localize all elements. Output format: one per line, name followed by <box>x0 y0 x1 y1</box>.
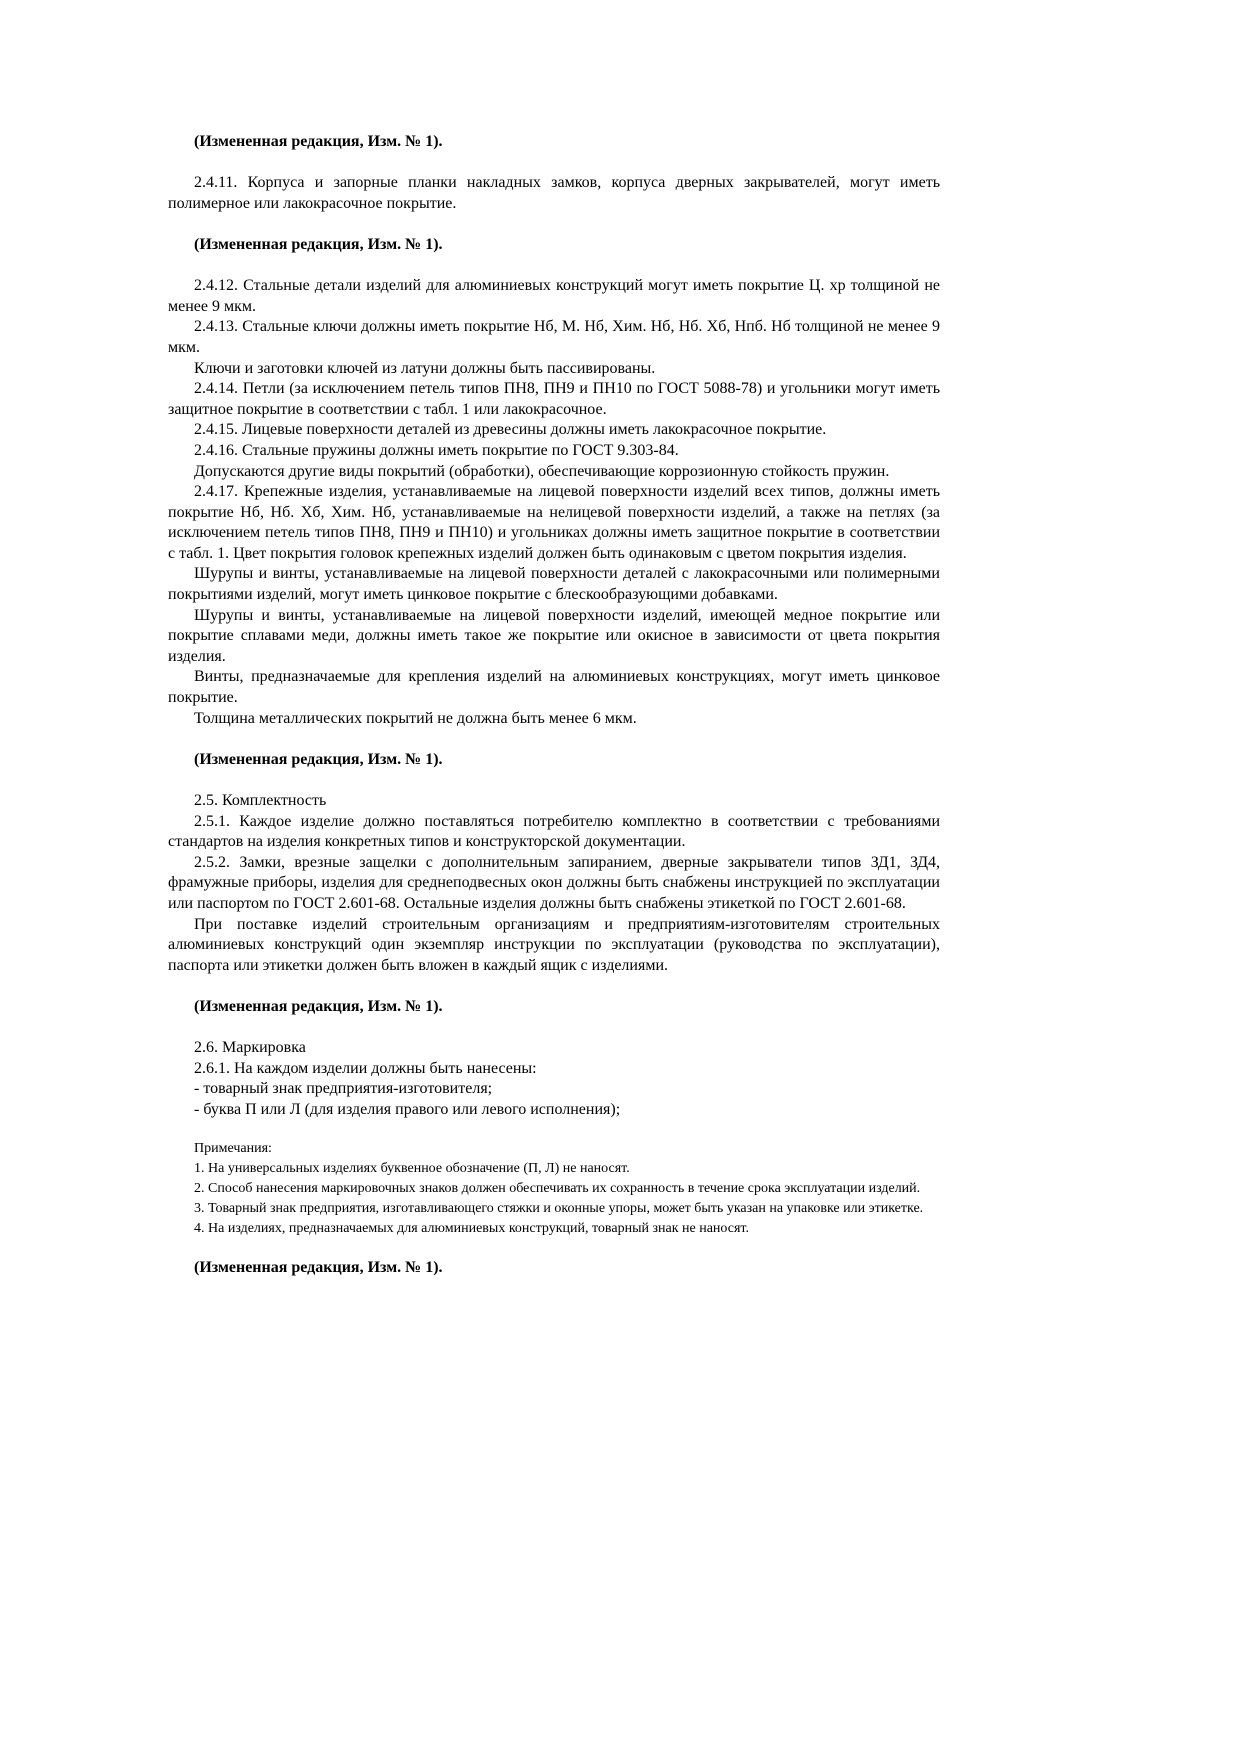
notes-block <box>168 1139 940 1240</box>
paragraph-screws-1: Шурупы и винты, устанавливаемые на лицевой поверхности деталей с лакокрасочными или полимерными покрытиями изделий, могут иметь цинковое покрытие с блескообразующими добавками. <box>168 565 940 604</box>
paragraph-delivery: При поставке изделий строительным организациям и предприятиям-изготовителям строительных алюминиевых конструкций один экземпляр инструкции по эксплуатации (руководства по эксплуатации), паспорта или этикетки должен быть вложен в каждый ящик с изделиями. <box>168 915 940 974</box>
amendment-note: (Измененная редакция, Изм. № 1). <box>194 750 443 768</box>
section-heading-2-5: 2.5. Комплектность <box>194 792 327 809</box>
amendment-note: (Измененная редакция, Изм. № 1). <box>194 997 443 1015</box>
paragraph-2-4-11: 2.4.11. Корпуса и запорные планки накладных замков, корпуса дверных закрывателей, могут иметь полимерное или лакокрасочное покрытие. <box>168 174 940 212</box>
paragraph-screws-3: Винты, предназначаемые для крепления изделий на алюминиевых конструкциях, могут иметь цинковое покрытие. <box>168 668 940 707</box>
paragraph-2-4-12: 2.4.12. Стальные детали изделий для алюминиевых конструкций могут иметь покрытие Ц. хр толщиной не менее 9 мкм. <box>168 277 940 315</box>
notes-title: Примечания: <box>194 1140 272 1156</box>
paragraph-other-coatings: Допускаются другие виды покрытий (обработки), обеспечивающие коррозионную стойкость пружин. <box>194 462 890 480</box>
note-1: 1. На универсальных изделиях буквенное обозначение (П, Л) не наносят. <box>194 1160 630 1176</box>
paragraph-2-6-1: 2.6.1. На каждом изделии должны быть нанесены: <box>194 1059 537 1077</box>
marking-item-1: - товарный знак предприятия-изготовителя; <box>194 1080 493 1098</box>
note-4: 4. На изделиях, предназначаемых для алюминиевых конструкций, товарный знак не наносят. <box>194 1221 749 1237</box>
paragraph-2-4-16: 2.4.16. Стальные пружины должны иметь покрытие по ГОСТ 9.303-84. <box>194 441 679 459</box>
paragraph-screws-2: Шурупы и винты, устанавливаемые на лицевой поверхности изделий, имеющей медное покрытие или покрытие сплавами меди, должны иметь такое же покрытие или окисное в зависимости от цвета покрытия изделия. <box>168 606 940 665</box>
paragraph-2-4-14: 2.4.14. Петли (за исключением петель типов ПН8, ПН9 и ПН10 по ГОСТ 5088-78) и угольники могут иметь защитное покрытие в соответствии с табл. 1 или лакокрасочное. <box>168 380 940 418</box>
amendment-note: (Измененная редакция, Изм. № 1). <box>194 133 443 150</box>
amendment-note: (Измененная редакция, Изм. № 1). <box>194 1258 443 1276</box>
note-2: 2. Способ нанесения маркировочных знаков должен обеспечивать их сохранность в течение срока эксплуатации изделий. <box>194 1180 921 1196</box>
paragraph-2-4-13: 2.4.13. Стальные ключи должны иметь покрытие Нб, М. Нб, Хим. Нб, Нб. Хб, Нпб. Нб толщиной не менее 9 мкм. <box>168 318 940 356</box>
note-3: 3. Товарный знак предприятия, изготавливающего стяжки и оконные упоры, может быть указан на упаковке или этикетке. <box>194 1201 924 1217</box>
amendment-note: (Измененная редакция, Изм. № 1). <box>194 235 443 253</box>
paragraph-keys: Ключи и заготовки ключей из латуни должны быть пассивированы. <box>194 359 656 377</box>
paragraph-thickness: Толщина металлических покрытий не должна быть менее 6 мкм. <box>194 709 637 727</box>
paragraph-2-4-17: 2.4.17. Крепежные изделия, устанавливаемые на лицевой поверхности изделий всех типов, должны иметь покрытие Нб, Нб. Хб, Хим. Нб, устанавливаемые на нелицевой поверхности изделий, а также на петлях (за исключением петель типов ПН8, ПН9 и ПН10) и угольниках должны иметь защитное покрытие в соответствии с табл. 1. Цвет покрытия головок крепежных изделий должен быть одинаковым с цветом покрытия изделия. <box>168 483 940 562</box>
section-heading-2-6: 2.6. Маркировка <box>194 1039 306 1057</box>
document-page <box>168 132 940 1278</box>
paragraph-2-5-1: 2.5.1. Каждое изделие должно поставляться потребителю комплектно в соответствии с требованиями стандартов на изделия конкретных типов и конструкторской документации. <box>168 812 940 851</box>
marking-item-2: - буква П или Л (для изделия правого или левого исполнения); <box>194 1100 621 1118</box>
paragraph-2-4-15: 2.4.15. Лицевые поверхности деталей из древесины должны иметь лакокрасочное покрытие. <box>194 421 827 439</box>
paragraph-2-5-2: 2.5.2. Замки, врезные защелки с дополнительным запиранием, дверные закрыватели типов ЗД1, ЗД4, фрамужные приборы, изделия для среднеподвесных окон должны быть снабжены инструкцией по эксплуатации или паспортом по ГОСТ 2.601-68. Остальные изделия должны быть снабжены этикеткой по ГОСТ 2.601-68. <box>168 853 940 912</box>
